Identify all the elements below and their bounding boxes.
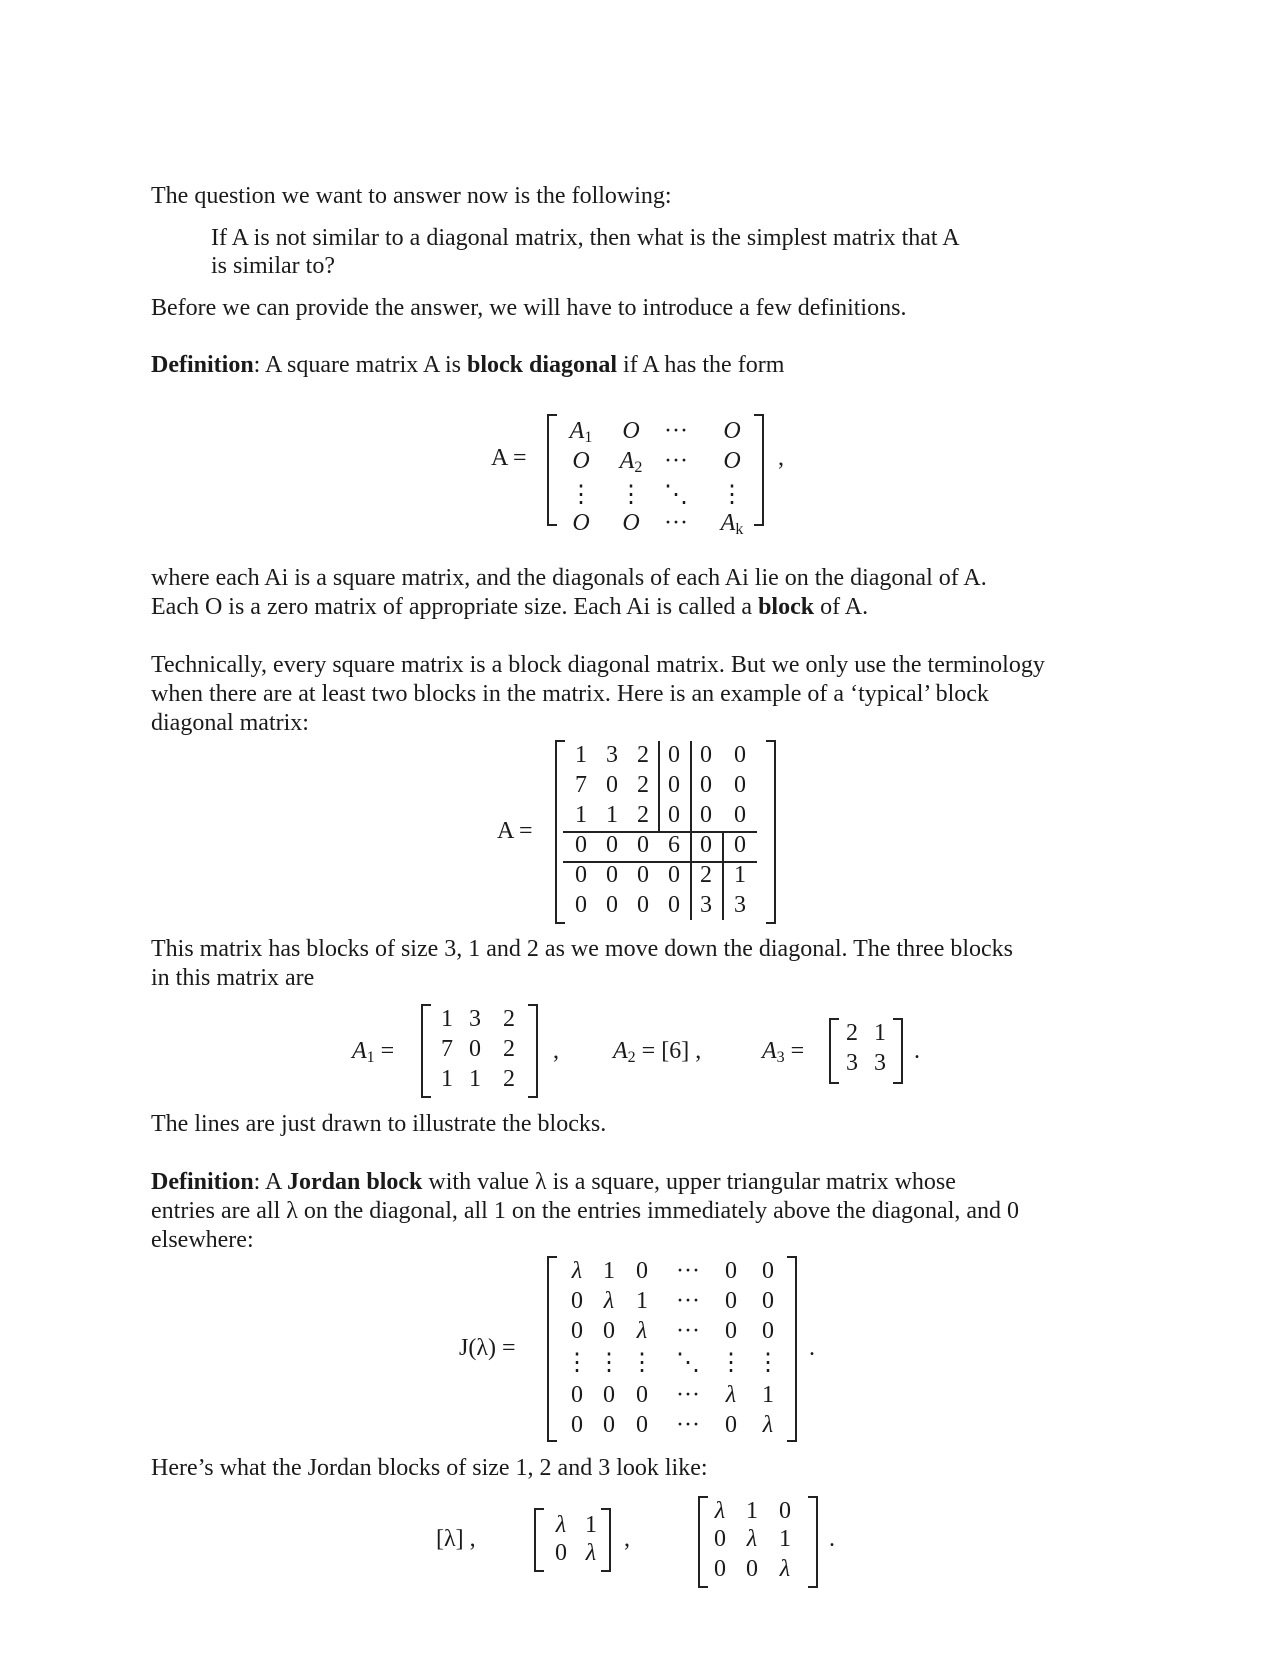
A1-cell-0-2: 2: [503, 1006, 515, 1032]
def1-cell-2-1: ⋮: [619, 482, 643, 508]
jordan-cell-4-2: 0: [636, 1382, 648, 1408]
def2-text-a: : A: [253, 1169, 288, 1195]
example-cell-5-3: 0: [668, 892, 680, 918]
jordan-cell-3-5: ⋮: [756, 1350, 780, 1376]
def1-cell-3-0: O: [572, 510, 590, 536]
jordan-cell-1-2: 1: [636, 1288, 648, 1314]
j3-cell-2-0: 0: [714, 1556, 726, 1582]
def1-cell-1-3: O: [723, 448, 741, 474]
jordan-cell-4-0: 0: [571, 1382, 583, 1408]
example-cell-4-3: 0: [668, 862, 680, 888]
block-separator-h1: [563, 831, 757, 833]
jordan-cell-1-5: 0: [762, 1288, 774, 1314]
A3-cell-0-1: 1: [874, 1020, 886, 1046]
def1-after-line2b: of A.: [814, 594, 869, 620]
def1-heading: [151, 350, 1131, 380]
def1-after-line2: [151, 592, 1131, 622]
jordan-cell-0-1: 1: [603, 1258, 615, 1284]
jordan-cell-5-4: 0: [725, 1412, 737, 1438]
def2-matrix-trail: .: [809, 1335, 815, 1361]
A1-right-bracket: [528, 1004, 538, 1098]
j3-cell-2-1: 0: [746, 1556, 758, 1582]
def2-term: Jordan block: [287, 1169, 423, 1195]
def1-cell-1-1: $A_2$: [619, 448, 643, 476]
j3-cell-2-2: λ: [779, 1556, 791, 1582]
j2-cell-1-1: λ: [585, 1540, 597, 1566]
example-cell-2-5: 0: [734, 802, 746, 828]
A1-lhs: $A_1$ =: [352, 1038, 395, 1066]
block-separator-h2: [563, 861, 757, 863]
jordan-cell-2-4: 0: [725, 1318, 737, 1344]
j3-cell-1-2: 1: [779, 1526, 791, 1552]
intro-question-line2: is similar to?: [211, 253, 335, 279]
jordan-cell-0-3: ···: [676, 1258, 700, 1284]
A1-cell-1-2: 2: [503, 1036, 515, 1062]
j3-cell-0-0: λ: [714, 1498, 726, 1524]
example-cell-0-0: 1: [575, 742, 587, 768]
example-matrix-lhs: A =: [497, 818, 533, 844]
j2-cell-1-0: 0: [555, 1540, 567, 1566]
example-cell-5-4: 3: [700, 892, 712, 918]
example-cell-3-4: 0: [700, 832, 712, 858]
jordan-cell-0-0: λ: [571, 1258, 583, 1284]
j2-comma: ,: [624, 1526, 630, 1552]
def1-cell-3-3: $A_k$: [720, 510, 744, 538]
jordan-cell-3-0: ⋮: [565, 1350, 589, 1376]
def1-matrix-lhs: A =: [491, 445, 527, 471]
def1-text-b: if A has the form: [617, 352, 785, 378]
def1-left-bracket: [547, 414, 557, 526]
jordan-cell-4-3: ···: [676, 1382, 700, 1408]
example-cell-5-1: 0: [606, 892, 618, 918]
A2-expression: $A_2 = [6]$ ,: [613, 1038, 702, 1066]
block-separator-v3: [722, 831, 724, 920]
A1-cell-0-1: 3: [469, 1006, 481, 1032]
jordan-cell-2-5: 0: [762, 1318, 774, 1344]
jordan-cell-5-1: 0: [603, 1412, 615, 1438]
jordan-cell-5-5: λ: [762, 1412, 774, 1438]
jordan-cell-4-4: λ: [725, 1382, 737, 1408]
def1-term: block diagonal: [467, 352, 618, 378]
def1-cell-2-0: ⋮: [569, 482, 593, 508]
def1-after-term: block: [758, 594, 815, 620]
def2-label: Definition: [151, 1169, 254, 1195]
example-cell-4-4: 2: [700, 862, 712, 888]
jordan-cell-0-2: 0: [636, 1258, 648, 1284]
jordan-cell-5-3: ···: [676, 1412, 700, 1438]
def1-matrix-trail: ,: [778, 445, 784, 471]
def1-right-bracket: [754, 414, 764, 526]
j2-cell-0-1: 1: [585, 1512, 597, 1538]
jordan-cell-2-1: 0: [603, 1318, 615, 1344]
def2-heading: [151, 1167, 1131, 1197]
def1-label: Definition: [151, 352, 254, 378]
A3-cell-1-0: 3: [846, 1050, 858, 1076]
A3-lhs: $A_3$ =: [762, 1038, 805, 1066]
def1-after-line2a: Each O is a zero matrix of appropriate size. Each Ai is called a: [151, 594, 759, 620]
j3-cell-0-1: 1: [746, 1498, 758, 1524]
def2-line2: entries are all λ on the diagonal, all 1 on the entries immediately above the diagonal, and 0: [151, 1198, 1020, 1224]
example-cell-0-1: 3: [606, 742, 618, 768]
example-cell-1-3: 0: [668, 772, 680, 798]
example-after-line2: in this matrix are: [151, 965, 315, 991]
example-cell-1-5: 0: [734, 772, 746, 798]
jordan-cell-0-5: 0: [762, 1258, 774, 1284]
example-right-bracket: [766, 740, 776, 924]
def2-left-bracket: [547, 1256, 557, 1442]
example-cell-1-2: 2: [637, 772, 649, 798]
A1-cell-1-0: 7: [441, 1036, 453, 1062]
def1-text-a: : A square matrix A is: [253, 352, 467, 378]
intro-question-lead: The question we want to answer now is the following:: [151, 183, 672, 209]
example-lines-note: The lines are just drawn to illustrate the blocks.: [151, 1111, 607, 1137]
example-cell-3-1: 0: [606, 832, 618, 858]
def1-after-line1: where each Ai is a square matrix, and the diagonals of each Ai lie on the diagonal of A.: [151, 565, 987, 591]
jordan-cell-1-4: 0: [725, 1288, 737, 1314]
example-line3: diagonal matrix:: [151, 710, 309, 736]
A3-period: .: [914, 1038, 920, 1064]
def2-matrix-lhs: J(λ) =: [459, 1335, 516, 1361]
example-cell-0-3: 0: [668, 742, 680, 768]
jordan-cell-2-3: ···: [676, 1318, 700, 1344]
jordan-cell-3-2: ⋮: [630, 1350, 654, 1376]
jordan-cell-4-5: 1: [762, 1382, 774, 1408]
example-cell-5-2: 0: [637, 892, 649, 918]
example-line2: when there are at least two blocks in the matrix. Here is an example of a ‘typical’ block: [151, 681, 989, 707]
example-cell-4-0: 0: [575, 862, 587, 888]
def1-cell-1-0: O: [572, 448, 590, 474]
example-cell-0-4: 0: [700, 742, 712, 768]
intro-before: Before we can provide the answer, we will have to introduce a few definitions.: [151, 295, 907, 321]
j3-right-bracket: [808, 1496, 818, 1588]
example-cell-1-4: 0: [700, 772, 712, 798]
def1-cell-2-2: ⋱: [664, 482, 688, 508]
example-cell-4-1: 0: [606, 862, 618, 888]
jordan-cell-2-0: 0: [571, 1318, 583, 1344]
example-cell-2-1: 1: [606, 802, 618, 828]
def1-cell-0-2: ···: [664, 418, 688, 444]
jordan-cell-1-3: ···: [676, 1288, 700, 1314]
A1-cell-2-1: 1: [469, 1066, 481, 1092]
j3-cell-0-2: 0: [779, 1498, 791, 1524]
A1-cell-1-1: 0: [469, 1036, 481, 1062]
example-cell-2-0: 1: [575, 802, 587, 828]
j3-cell-1-1: λ: [746, 1526, 758, 1552]
example-cell-2-3: 0: [668, 802, 680, 828]
def2-right-bracket: [787, 1256, 797, 1442]
jordan-cell-5-2: 0: [636, 1412, 648, 1438]
example-cell-2-4: 0: [700, 802, 712, 828]
jordan-cell-1-0: 0: [571, 1288, 583, 1314]
example-after-line1: This matrix has blocks of size 3, 1 and 2 as we move down the diagonal. The three blocks: [151, 936, 1014, 962]
def1-cell-0-1: O: [622, 418, 640, 444]
def1-cell-3-1: O: [622, 510, 640, 536]
j3-period: .: [829, 1526, 835, 1552]
example-cell-5-0: 0: [575, 892, 587, 918]
example-cell-0-2: 2: [637, 742, 649, 768]
example-cell-3-3: 6: [668, 832, 680, 858]
example-cell-3-5: 0: [734, 832, 746, 858]
example-cell-1-0: 7: [575, 772, 587, 798]
def1-cell-1-2: ···: [664, 448, 688, 474]
j2-cell-0-0: λ: [555, 1512, 567, 1538]
A1-cell-2-2: 2: [503, 1066, 515, 1092]
j3-cell-1-0: 0: [714, 1526, 726, 1552]
jordan-cell-3-3: ⋱: [676, 1350, 700, 1376]
example-cell-3-2: 0: [637, 832, 649, 858]
jordan-cell-0-4: 0: [725, 1258, 737, 1284]
A3-cell-0-0: 2: [846, 1020, 858, 1046]
block-separator-v1: [658, 741, 660, 831]
jordan-cell-3-4: ⋮: [719, 1350, 743, 1376]
def2-sizes-line: Here’s what the Jordan blocks of size 1, 2 and 3 look like:: [151, 1455, 708, 1481]
def1-cell-0-0: $A_1$: [569, 418, 593, 446]
example-cell-4-5: 1: [734, 862, 746, 888]
example-cell-4-2: 0: [637, 862, 649, 888]
jordan-cell-4-1: 0: [603, 1382, 615, 1408]
example-cell-5-5: 3: [734, 892, 746, 918]
def1-cell-3-2: ···: [664, 510, 688, 536]
example-cell-2-2: 2: [637, 802, 649, 828]
jordan-size1: [λ] ,: [436, 1526, 476, 1552]
A1-comma: ,: [553, 1038, 559, 1064]
jordan-cell-5-0: 0: [571, 1412, 583, 1438]
example-cell-0-5: 0: [734, 742, 746, 768]
example-cell-1-1: 0: [606, 772, 618, 798]
intro-question-line1: If A is not similar to a diagonal matrix, then what is the simplest matrix that A: [211, 225, 960, 251]
def1-cell-2-3: ⋮: [720, 482, 744, 508]
A1-cell-2-0: 1: [441, 1066, 453, 1092]
def1-cell-0-3: O: [723, 418, 741, 444]
example-cell-3-0: 0: [575, 832, 587, 858]
A3-cell-1-1: 3: [874, 1050, 886, 1076]
def2-line3: elsewhere:: [151, 1227, 254, 1253]
A1-cell-0-0: 1: [441, 1006, 453, 1032]
def2-text-b: with value λ is a square, upper triangular matrix whose: [422, 1169, 956, 1195]
jordan-cell-2-2: λ: [636, 1318, 648, 1344]
jordan-cell-3-1: ⋮: [597, 1350, 621, 1376]
example-line1: Technically, every square matrix is a block diagonal matrix. But we only use the terminology: [151, 652, 1045, 678]
jordan-cell-1-1: λ: [603, 1288, 615, 1314]
